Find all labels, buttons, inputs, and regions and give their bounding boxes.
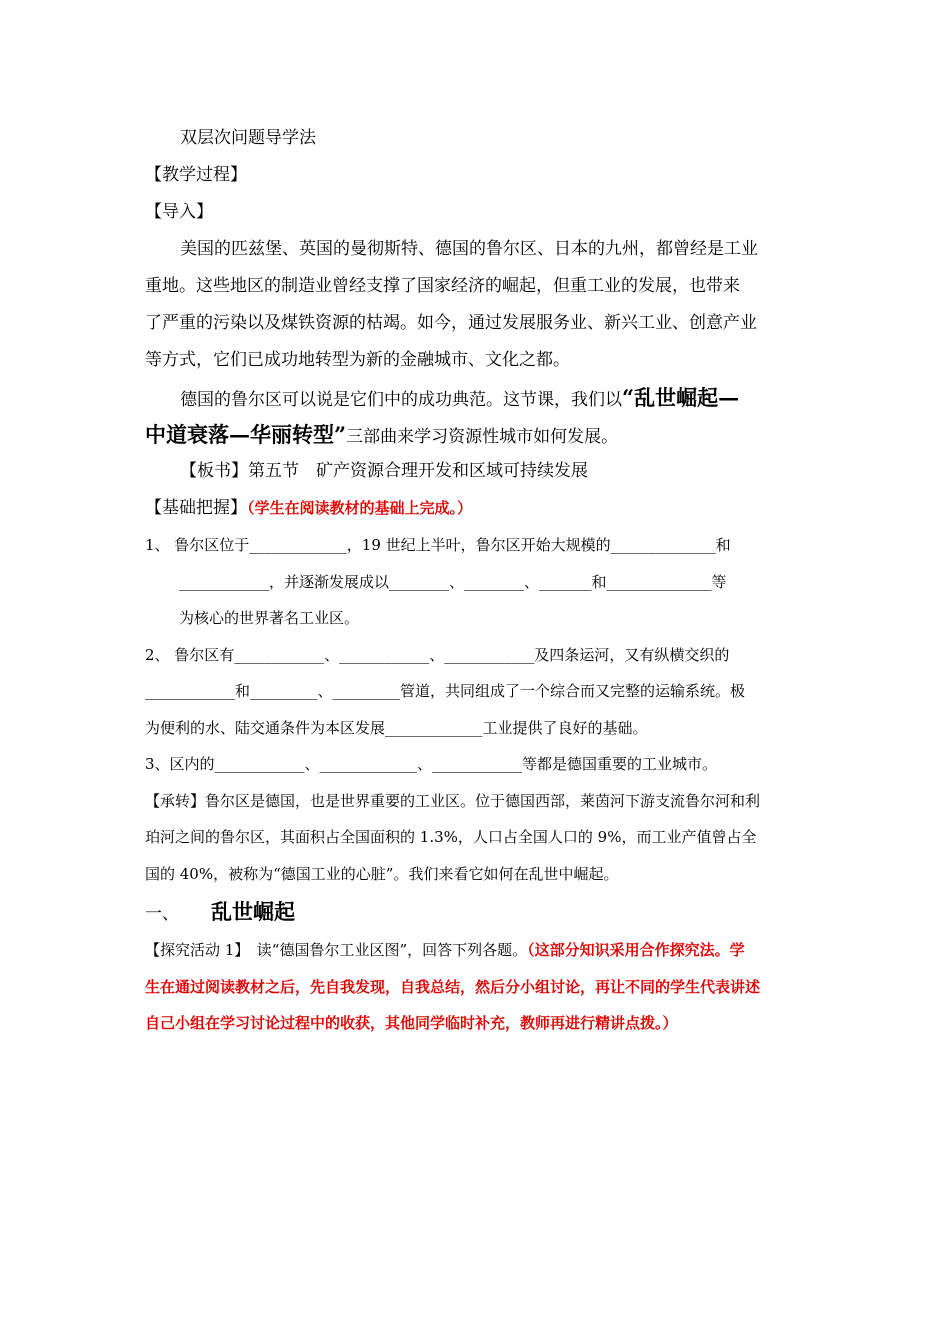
- transition-line: 【承转】鲁尔区是德国，也是世界重要的工业区。位于德国西部，莱茵河下游支流鲁尔河和利: [145, 791, 761, 810]
- intro-heading: 【导入】: [145, 202, 213, 222]
- transition-line: 国的 40%，被称为“德国工业的心脏”。我们来看它如何在乱世中崛起。: [145, 864, 619, 883]
- question-2-line: 2、 鲁尔区有____________、____________、____________及四条运河，又有纵横交织的: [145, 645, 730, 664]
- question-1-line: ____________，并逐渐发展成以________、________、_______和______________等: [179, 572, 727, 591]
- intro-paragraph-line: 了严重的污染以及煤铁资源的枯竭。如今，通过发展服务业、新兴工业、创意产业: [145, 313, 757, 333]
- document-body: [145, 120, 810, 1042]
- intro-paragraph-2-line: [145, 416, 810, 453]
- activity-note: （这部分知识采用合作探究法。学: [527, 941, 745, 959]
- basics-note: （学生在阅读教材的基础上完成。）: [247, 499, 473, 517]
- trilogy-title: “乱世崛起—: [622, 385, 740, 410]
- teaching-process-heading: 【教学过程】: [145, 165, 247, 185]
- activity-text: 【探究活动 1】 读“德国鲁尔工业区图”，回答下列各题。: [145, 941, 528, 959]
- intro-paragraph-line: 等方式，它们已成功地转型为新的金融城市、文化之都。: [145, 350, 570, 370]
- basics-heading: 【基础把握】: [145, 498, 247, 518]
- question-1-line: 1、 鲁尔区位于_____________，19 世纪上半叶，鲁尔区开始大规模的______________和: [145, 536, 731, 554]
- section-title: 乱世崛起: [211, 899, 295, 924]
- basics-heading-line: [145, 490, 810, 527]
- transition-line: 珀河之间的鲁尔区，其面积占全国面积的 1.3%，人口占全国人口的 9%，而工业产值曾占全: [145, 828, 757, 846]
- question-2-line: ____________和_________、_________管道，共同组成了一个综合而又完整的运输系统。极: [145, 682, 746, 700]
- question-3-line: 3、区内的____________、_____________、____________等都是德国重要的工业城市。: [145, 755, 718, 773]
- activity-line: [145, 932, 810, 969]
- intro-paragraph-line: 美国的匹兹堡、英国的曼彻斯特、德国的鲁尔区、日本的九州，都曾经是工业: [180, 239, 758, 259]
- question-1-line: 为核心的世界著名工业区。: [179, 609, 360, 627]
- intro-paragraph-2-line: [145, 379, 810, 416]
- teaching-method: 双层次问题导学法: [180, 128, 316, 148]
- intro-text: 德国的鲁尔区可以说是它们中的成功典范。这节课，我们以: [180, 390, 622, 410]
- activity-note-line: 生在通过阅读教材之后，先自我发现，自我总结，然后分小组讨论，再让不同的学生代表讲述: [145, 977, 761, 996]
- activity-note-line: 自己小组在学习讨论过程中的收获，其他同学临时补充，教师再进行精讲点拨。）: [145, 1014, 678, 1032]
- board-title: 【板书】第五节 矿产资源合理开发和区域可持续发展: [180, 461, 588, 481]
- question-2-line: 为便利的水、陆交通条件为本区发展_____________工业提供了良好的基础。: [145, 718, 648, 737]
- trilogy-title: 中道衰落—华丽转型”: [145, 422, 347, 447]
- intro-paragraph-line: 重地。这些地区的制造业曾经支撑了国家经济的崛起，但重工业的发展，也带来: [145, 276, 740, 296]
- intro-text: 三部曲来学习资源性城市如何发展。: [346, 427, 619, 447]
- section-number: 一、: [145, 904, 179, 924]
- section-heading: [145, 892, 810, 932]
